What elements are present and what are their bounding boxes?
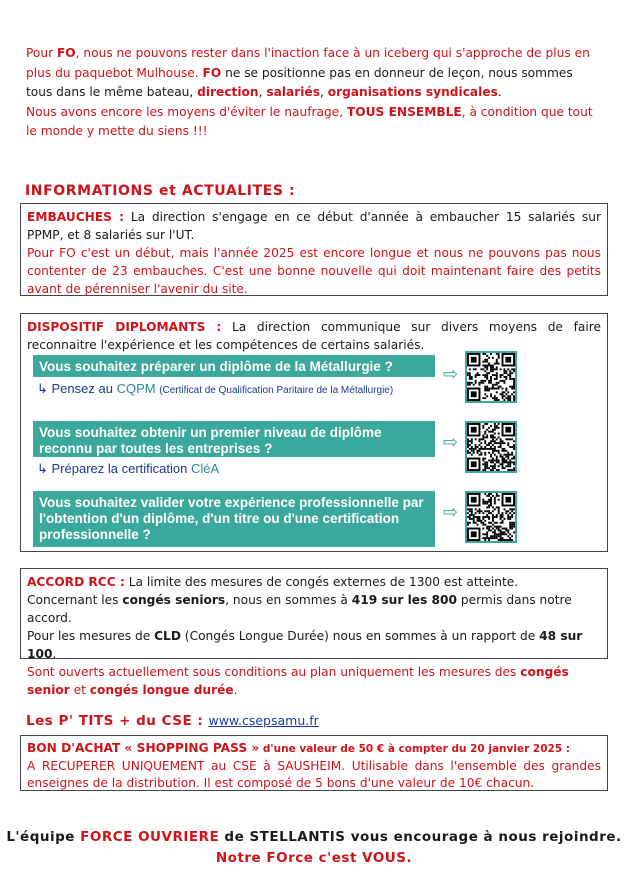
qr-code-3[interactable] [465, 491, 517, 543]
sub-arrow-icon: ↳ [37, 461, 52, 476]
intro-paragraph-1: Pour FO, nous ne pouvons rester dans l'inaction face à un iceberg qui s'approche de plus en plus du paquebot Mulhouse. FO ne se positionne pas en donneur de leçon, nous sommes tous dans le même bateau, direction, salariés, organisations syndicales. [26, 46, 590, 99]
diploma-banner-1: Vous souhaitez préparer un diplôme de la Métallurgie ? [33, 355, 435, 377]
diploma-sub-2: ↳ Préparez la certification CléA [37, 461, 220, 476]
qr-code-1[interactable] [465, 351, 517, 403]
arrow-right-icon: ⇨ [443, 432, 459, 453]
diplomants-text: DISPOSITIF DIPLOMANTS : La direction communique sur divers moyens de faire reconnaitre l'expérience et les compétences de certains salariés. [27, 320, 601, 352]
section-title: INFORMATIONS et ACTUALITES : [25, 183, 296, 199]
sub-arrow-icon: ↳ [37, 381, 52, 396]
footer-line-1: L'équipe FORCE OUVRIERE de STELLANTIS vous encourage à nous rejoindre. [6, 829, 622, 845]
cse-website-link[interactable]: www.csepsamu.fr [208, 713, 319, 728]
diploma-sub-1: ↳ Pensez au CQPM (Certificat de Qualification Paritaire de la Métallurgie) [37, 381, 394, 396]
rcc-line-3: Pour les mesures de CLD (Congés Longue Durée) nous en sommes à un rapport de 48 sur 100. [27, 629, 583, 661]
bon-heading: BON D'ACHAT « SHOPPING PASS » d'une valeur de 50 € à compter du 20 janvier 2025 : [27, 741, 570, 755]
footer-line-2: Notre FOrce c'est VOUS. [215, 850, 413, 866]
intro-text [26, 44, 596, 142]
arrow-right-icon: ⇨ [443, 364, 459, 385]
qr-code-icon [467, 353, 515, 401]
embauches-text: EMBAUCHES : La direction s'engage en ce début d'année à embaucher 15 salariés sur PPMP, et 8 salariés sur l'UT. [27, 210, 602, 242]
embauches-fo-text: Pour FO c'est un début, mais l'année 2025 est encore longue et nous ne pouvons pas nous contenter de 23 embauches. C'est une bonne nouvelle qui doit maintenant faire des petits avant de pérenniser l'avenir du site. [27, 246, 601, 296]
rcc-line-1: ACCORD RCC : La limite des mesures de congés externes de 1300 est atteinte. [27, 575, 519, 589]
qr-code-2[interactable] [465, 421, 517, 473]
diploma-banner-3: Vous souhaitez valider votre expérience professionnelle par l'obtention d'un diplôme, d'un titre ou d'une certification professionnelle ? [33, 491, 435, 547]
bon-text: A RECUPERER UNIQUEMENT au CSE à SAUSHEIM. Utilisable dans l'ensemble des grandes enseignes de la distribution. Il est composé de 5 bons d'une valeur de 10€ chacun. [27, 759, 601, 790]
diplomants-box [20, 313, 608, 552]
qr-code-icon [467, 423, 515, 471]
embauches-box [20, 203, 608, 296]
diploma-banner-2: Vous souhaitez obtenir un premier niveau de diplôme reconnu par toutes les entreprises ? [33, 421, 435, 457]
rcc-box [20, 568, 608, 697]
intro-paragraph-2: Nous avons encore les moyens d'éviter le naufrage, TOUS ENSEMBLE, à condition que tout le monde y mette du siens !!! [26, 104, 593, 138]
ptits-title: Les P' TITS + du CSE : www.csepsamu.fr [26, 713, 319, 729]
arrow-right-icon: ⇨ [443, 502, 459, 523]
rcc-line-2: Concernant les congés seniors, nous en sommes à 419 sur les 800 permis dans notre accord. [27, 593, 572, 625]
rcc-line-4: Sont ouverts actuellement sous conditions au plan uniquement les mesures des congés senior et congés longue durée. [27, 665, 569, 697]
qr-code-icon [467, 493, 515, 541]
bon-achat-box [20, 735, 608, 791]
